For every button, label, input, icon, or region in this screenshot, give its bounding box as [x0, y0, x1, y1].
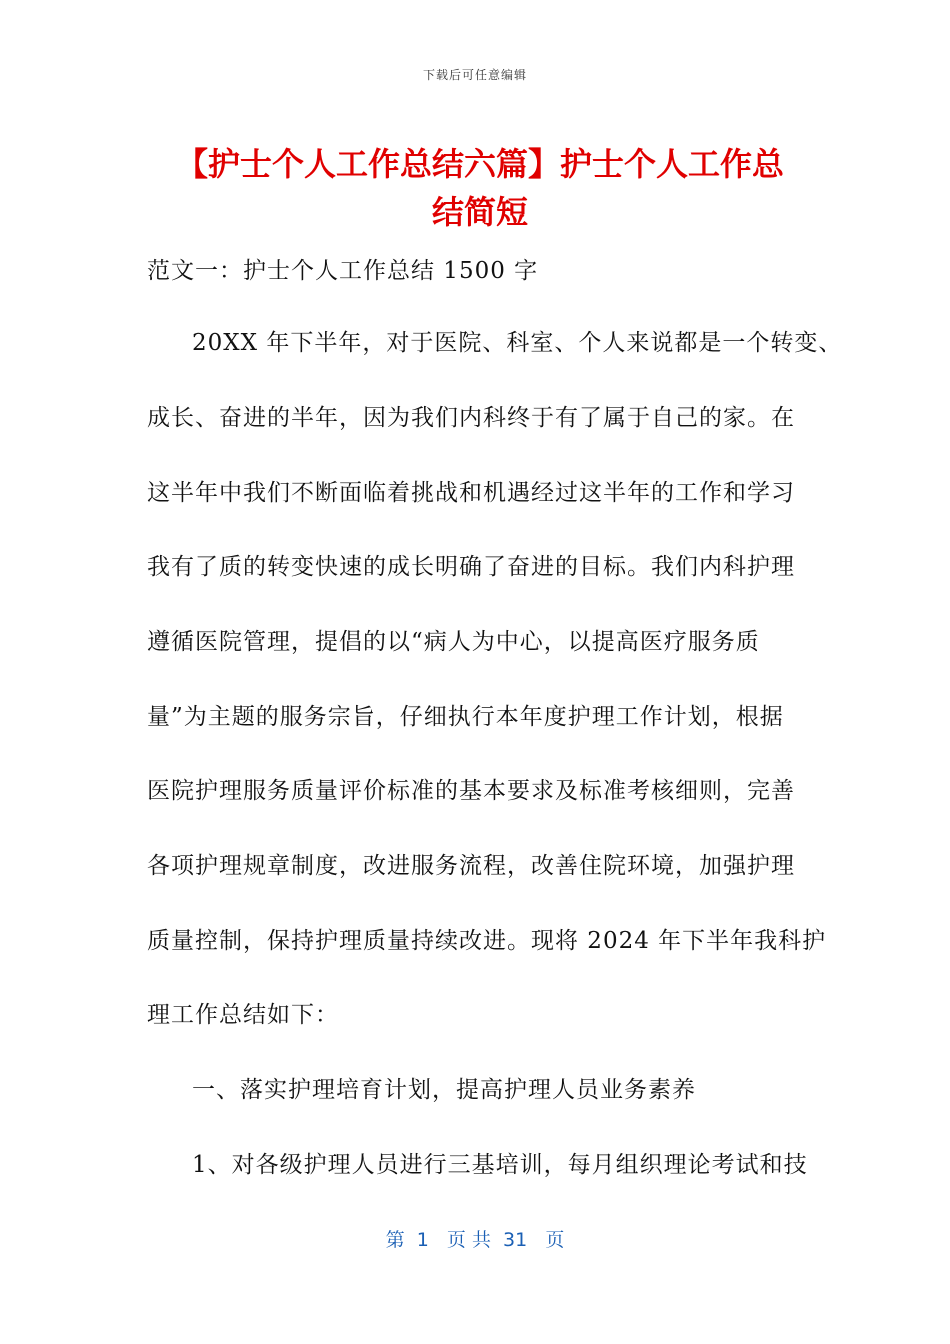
page-footer: 第 1 页 共 31 页: [385, 1229, 565, 1251]
section-heading: 一、落实护理培育计划，提高护理人员业务素养: [192, 1077, 696, 1103]
paragraph-line: 各项护理规章制度，改进服务流程，改善住院环境，加强护理: [147, 853, 795, 879]
paragraph-line: 医院护理服务质量评价标准的基本要求及标准考核细则，完善: [147, 778, 795, 804]
paragraph-line: 量”为主题的服务宗旨，仔细执行本年度护理工作计划，根据: [147, 704, 784, 730]
paragraph-line: 20XX 年下半年，对于医院、科室、个人来说都是一个转变、: [192, 330, 843, 356]
document-title: [140, 140, 820, 236]
subtitle-line: 范文一：护士个人工作总结 1500 字: [147, 258, 539, 284]
title-line-1: 【护士个人工作总结六篇】护士个人工作总: [175, 145, 784, 183]
paragraph-line: 1、对各级护理人员进行三基培训，每月组织理论考试和技: [192, 1152, 808, 1178]
paragraph-line: 我有了质的转变快速的成长明确了奋进的目标。我们内科护理: [147, 554, 795, 580]
paragraph-line: 成长、奋进的半年，因为我们内科终于有了属于自己的家。在: [147, 405, 795, 431]
paragraph-line: 质量控制，保持护理质量持续改进。现将 2024 年下半年我科护: [147, 928, 827, 954]
paragraph-line: 遵循医院管理，提倡的以“病人为中心，以提高医疗服务质: [147, 629, 760, 655]
paragraph-line: 理工作总结如下：: [147, 1002, 339, 1028]
header-note: 下载后可任意编辑: [422, 68, 527, 82]
paragraph-line: 这半年中我们不断面临着挑战和机遇经过这半年的工作和学习: [147, 480, 795, 506]
title-line-2: 结简短: [431, 193, 528, 231]
